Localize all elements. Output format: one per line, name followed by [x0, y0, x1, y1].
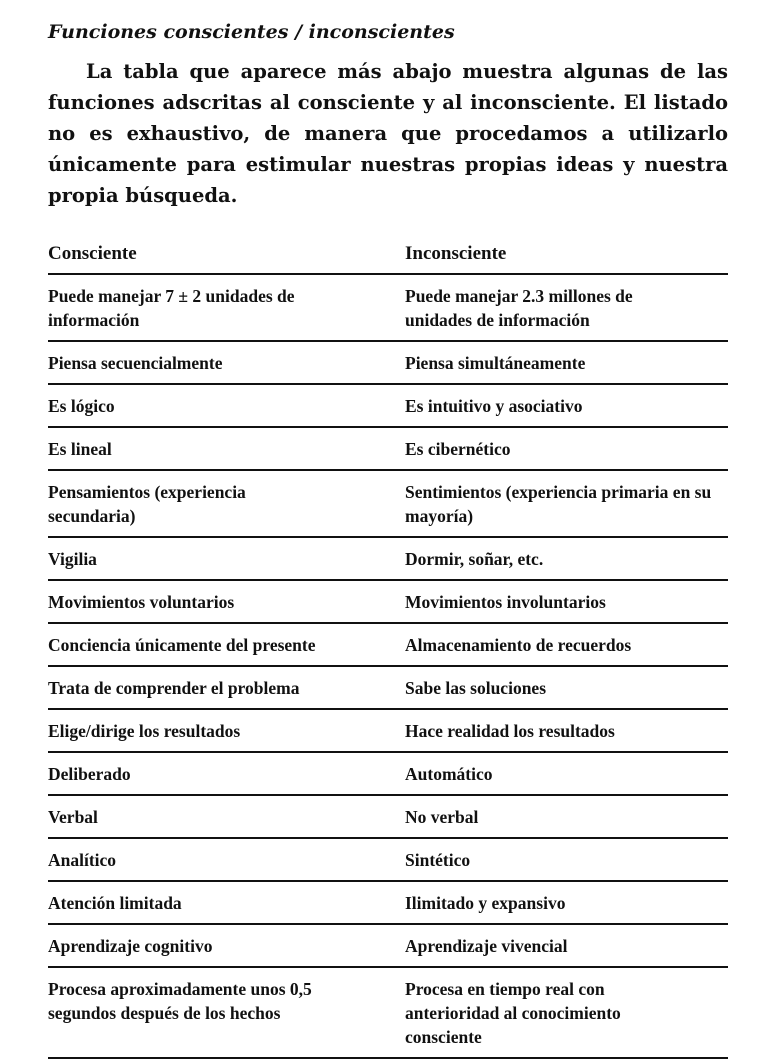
table-row — [48, 795, 728, 838]
table-cell: Es intuitivo y asociativo — [405, 384, 728, 427]
table-cell: Sentimientos (experiencia primaria en su mayoría) — [405, 470, 728, 537]
table-cell: Procesa aproximadamente unos 0,5 segundos después de los hechos — [48, 967, 405, 1058]
table-row — [48, 752, 728, 795]
table-row — [48, 580, 728, 623]
table-cell: Atención limitada — [48, 881, 405, 924]
table-cell: Es lineal — [48, 427, 405, 470]
table-cell: Aprendizaje cognitivo — [48, 924, 405, 967]
table-cell: Deliberado — [48, 752, 405, 795]
functions-table — [48, 237, 728, 1059]
table-cell: Vigilia — [48, 537, 405, 580]
table-row — [48, 384, 728, 427]
table-cell: Es lógico — [48, 384, 405, 427]
table-row — [48, 623, 728, 666]
table-row — [48, 967, 728, 1058]
table-cell: Trata de comprender el problema — [48, 666, 405, 709]
table-cell: Sintético — [405, 838, 728, 881]
table-cell: Movimientos voluntarios — [48, 580, 405, 623]
table-cell: Hace realidad los resultados — [405, 709, 728, 752]
table-cell: Almacenamiento de recuerdos — [405, 623, 728, 666]
table-cell: Dormir, soñar, etc. — [405, 537, 728, 580]
table-cell: Puede manejar 2.3 millones de unidades de información — [405, 274, 728, 341]
section-heading: Funciones conscientes / inconscientes — [48, 21, 455, 43]
table-row — [48, 537, 728, 580]
table-cell: Piensa secuencialmente — [48, 341, 405, 384]
table-cell: Movimientos involuntarios — [405, 580, 728, 623]
table-row — [48, 709, 728, 752]
column-header-inconsciente: Inconsciente — [405, 237, 728, 274]
table-cell: No verbal — [405, 795, 728, 838]
table-row — [48, 427, 728, 470]
table-cell: Automático — [405, 752, 728, 795]
table-cell: Conciencia únicamente del presente — [48, 623, 405, 666]
table-cell: Procesa en tiempo real con anterioridad al conocimiento consciente — [405, 967, 728, 1058]
table-cell: Sabe las soluciones — [405, 666, 728, 709]
intro-paragraph: La tabla que aparece más abajo muestra algunas de las funciones adscritas al consciente y al inconsciente. El listado no es exhaustivo, de manera que procedamos a utilizarlo únicamente para estimular nuestras propias ideas y nuestra propia búsqueda. — [48, 60, 728, 207]
table-row — [48, 881, 728, 924]
table-cell: Verbal — [48, 795, 405, 838]
table-cell: Puede manejar 7 ± 2 unidades de información — [48, 274, 405, 341]
table-row — [48, 666, 728, 709]
table-cell: Es cibernético — [405, 427, 728, 470]
table-row — [48, 924, 728, 967]
table-row — [48, 838, 728, 881]
column-header-consciente: Consciente — [48, 237, 405, 274]
table-cell: Pensamientos (experiencia secundaria) — [48, 470, 405, 537]
document-page — [48, 18, 728, 1059]
table-cell: Aprendizaje vivencial — [405, 924, 728, 967]
table-cell: Ilimitado y expansivo — [405, 881, 728, 924]
table-row — [48, 470, 728, 537]
table-cell: Elige/dirige los resultados — [48, 709, 405, 752]
table-row — [48, 341, 728, 384]
table-cell: Piensa simultáneamente — [405, 341, 728, 384]
table-header-row — [48, 237, 728, 274]
table-cell: Analítico — [48, 838, 405, 881]
table-row — [48, 274, 728, 341]
